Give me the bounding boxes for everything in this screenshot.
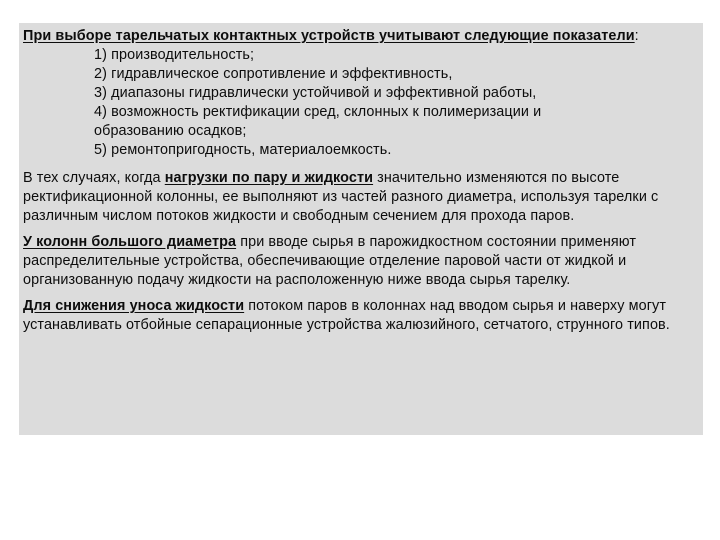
entrainment-after: потоком паров в колоннах над вводом сырья и наверху могут устанавливать отбойные сепарационные устройства жалюзийного, сетчатого, струнного типов. [23,298,670,333]
list-item-number: 2) [94,66,107,82]
list-item-number: 5) [94,142,107,158]
criteria-heading-colon: : [634,28,639,44]
list-item [23,46,695,65]
list-item-number: 4) [94,104,107,120]
paragraph-variable-loads [23,169,695,226]
variable-loads-emphasis: нагрузки по пару и жидкости [164,170,374,186]
entrainment-emphasis: Для снижения уноса жидкости [23,298,245,314]
list-item [23,141,695,160]
list-item [23,103,695,141]
list-item-text: гидравлическое сопротивление и эффективность, [111,66,453,82]
variable-loads-after: значительно изменяются по высоте ректификационной колонны, ее выполняют из частей разного диаметра, используя тарелки с различным числом потоков жидкости и свободным сечением для прохода паров. [23,170,659,224]
list-item-text: производительность; [111,47,255,63]
list-item-number: 1) [94,47,107,63]
text-block [19,23,703,435]
paragraph-large-diameter [23,233,695,290]
variable-loads-before: В тех случаях, когда [23,170,165,186]
large-diameter-emphasis: У колонн большого диаметра [23,234,237,250]
list-item-text: диапазоны гидравлически устойчивой и эффективной работы, [111,85,537,101]
list-item-text: возможность ректификации сред, склонных к полимеризации и образованию осадков; [94,104,542,139]
list-item [23,84,695,103]
list-item-text: ремонтопригодность, материалоемкость. [111,142,392,158]
criteria-list [23,46,695,160]
criteria-heading: При выборе тарельчатых контактных устройств учитывают следующие показатели [23,28,635,44]
paragraph-entrainment [23,297,695,335]
paragraph-selection-criteria [23,27,695,46]
list-item [23,65,695,84]
large-diameter-after: при вводе сырья в парожидкостном состоянии применяют распределительные устройства, обеспечивающие отделение паровой части от жидкой и организованную подачу жидкости на расположенную ниже ввода сырья тарелку. [23,234,637,288]
list-item-number: 3) [94,85,107,101]
